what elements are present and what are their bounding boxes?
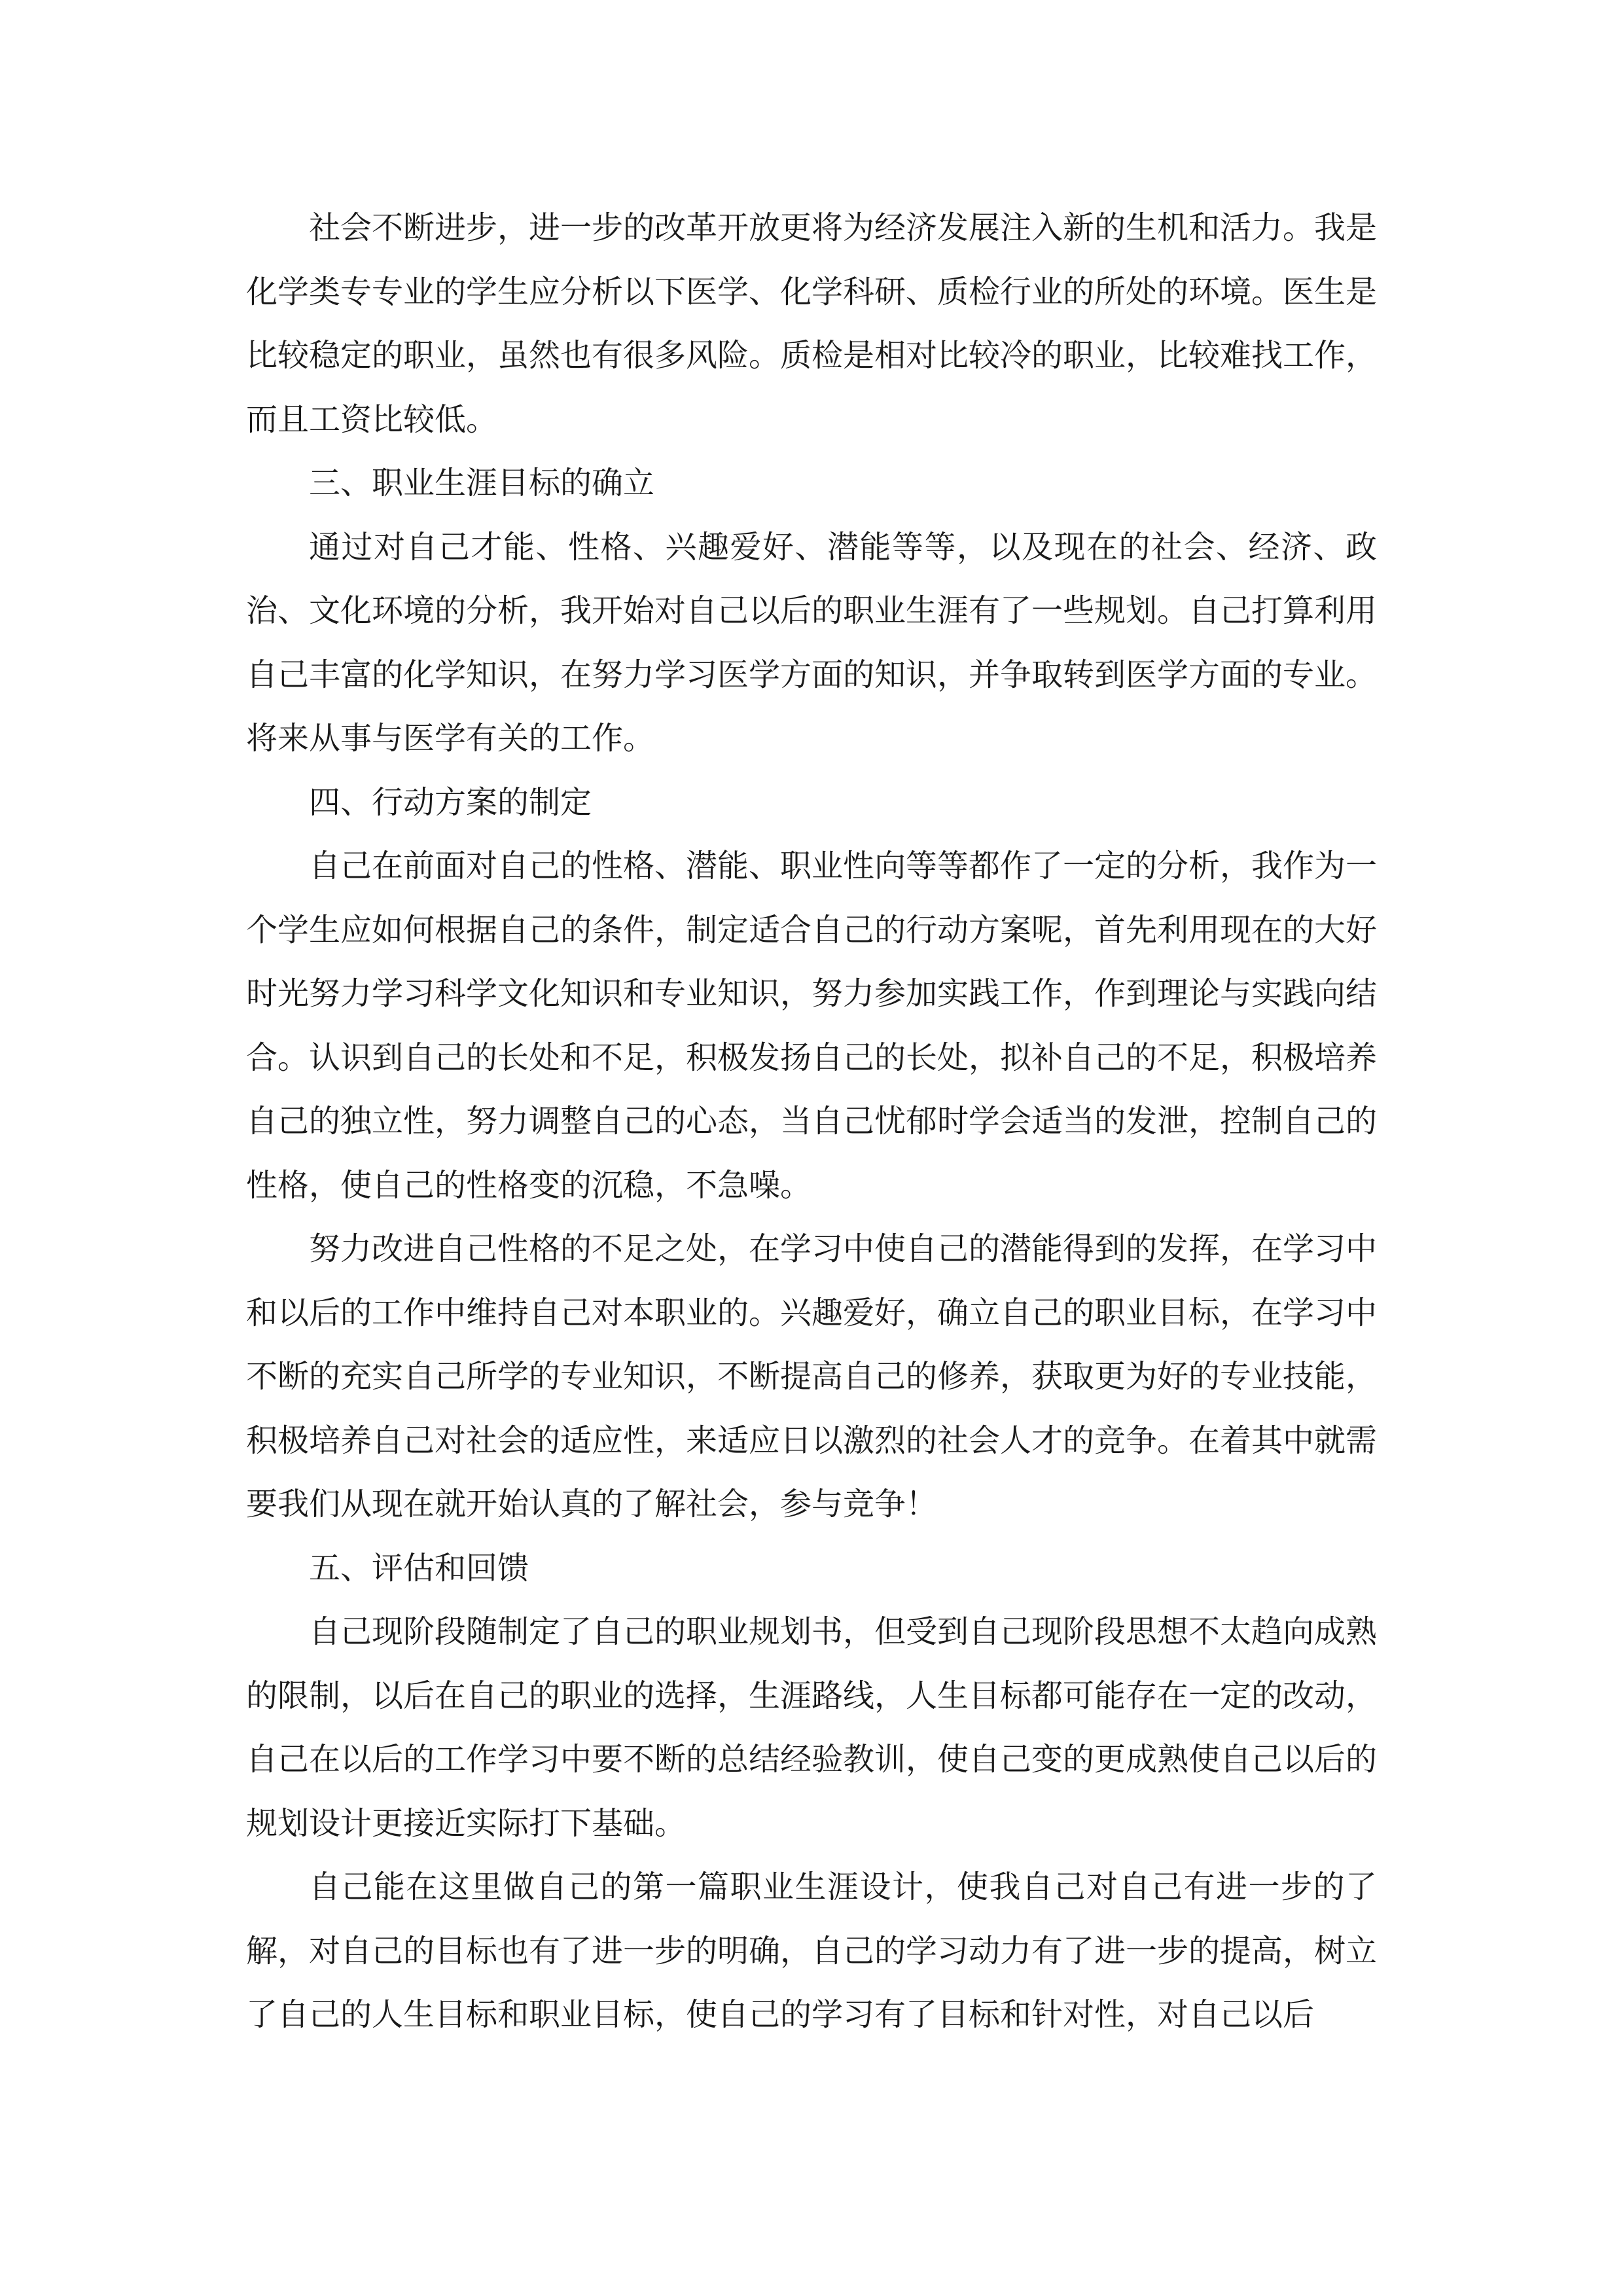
- paragraph-social-environment: 社会不断进步，进一步的改革开放更将为经济发展注入新的生机和活力。我是化学类专专业的学生应分析以下医学、化学科研、质检行业的所处的环境。医生是比较稳定的职业，虽然也有很多风险。质检是相对比较冷的职业，比较难找工作，而且工资比较低。: [246, 209, 1378, 438]
- section-heading-evaluation: 五、评估和回馈: [309, 1549, 529, 1587]
- paragraph-conclusion: 自己能在这里做自己的第一篇职业生涯设计，使我自己对自己有进一步的了解，对自己的目标也有了进一步的明确，自己的学习动力有了进一步的提高，树立了自己的人生目标和职业目标，使自己的学习有了目标和针对性，对自己以后: [246, 1869, 1378, 2033]
- paragraph-career-planning: 通过对自己才能、性格、兴趣爱好、潜能等等，以及现在的社会、经济、政治、文化环境的分析，我开始对自己以后的职业生涯有了一些规划。自己打算利用自己丰富的化学知识，在努力学习医学方面的知识，并争取转到医学方面的专业。将来从事与医学有关的工作。: [246, 528, 1378, 757]
- section-heading-career-goals: 三、职业生涯目标的确立: [309, 465, 655, 501]
- paragraph-evaluation: 自己现阶段随制定了自己的职业规划书，但受到自己现阶段思想不太趋向成熟的限制，以后在自己的职业的选择，生涯路线，人生目标都可能存在一定的改动，自己在以后的工作学习中要不断的总结经验教训，使自己变的更成熟使自己以后的规划设计更接近实际打下基础。: [246, 1613, 1378, 1842]
- section-heading-action-plan: 四、行动方案的制定: [309, 783, 592, 821]
- paragraph-self-improvement: 努力改进自己性格的不足之处，在学习中使自己的潜能得到的发挥，在学习中和以后的工作中维持自己对本职业的。兴趣爱好，确立自己的职业目标，在学习中不断的充实自己所学的专业知识，不断提高自己的修养，获取更为好的专业技能，积极培养自己对社会的适应性，来适应日以激烈的社会人才的竞争。在着其中就需要我们从现在就开始认真的了解社会，参与竞争！: [246, 1230, 1378, 1522]
- paragraph-action-plan: 自己在前面对自己的性格、潜能、职业性向等等都作了一定的分析，我作为一个学生应如何根据自己的条件，制定适合自己的行动方案呢，首先利用现在的大好时光努力学习科学文化知识和专业知识，努力参加实践工作，作到理论与实践向结合。认识到自己的长处和不足，积极发扬自己的长处，拟补自己的不足，积极培养自己的独立性，努力调整自己的心态，当自己忧郁时学会适当的发泄，控制自己的性格，使自己的性格变的沉稳，不急噪。: [246, 848, 1378, 1204]
- document-body: [246, 196, 1377, 2047]
